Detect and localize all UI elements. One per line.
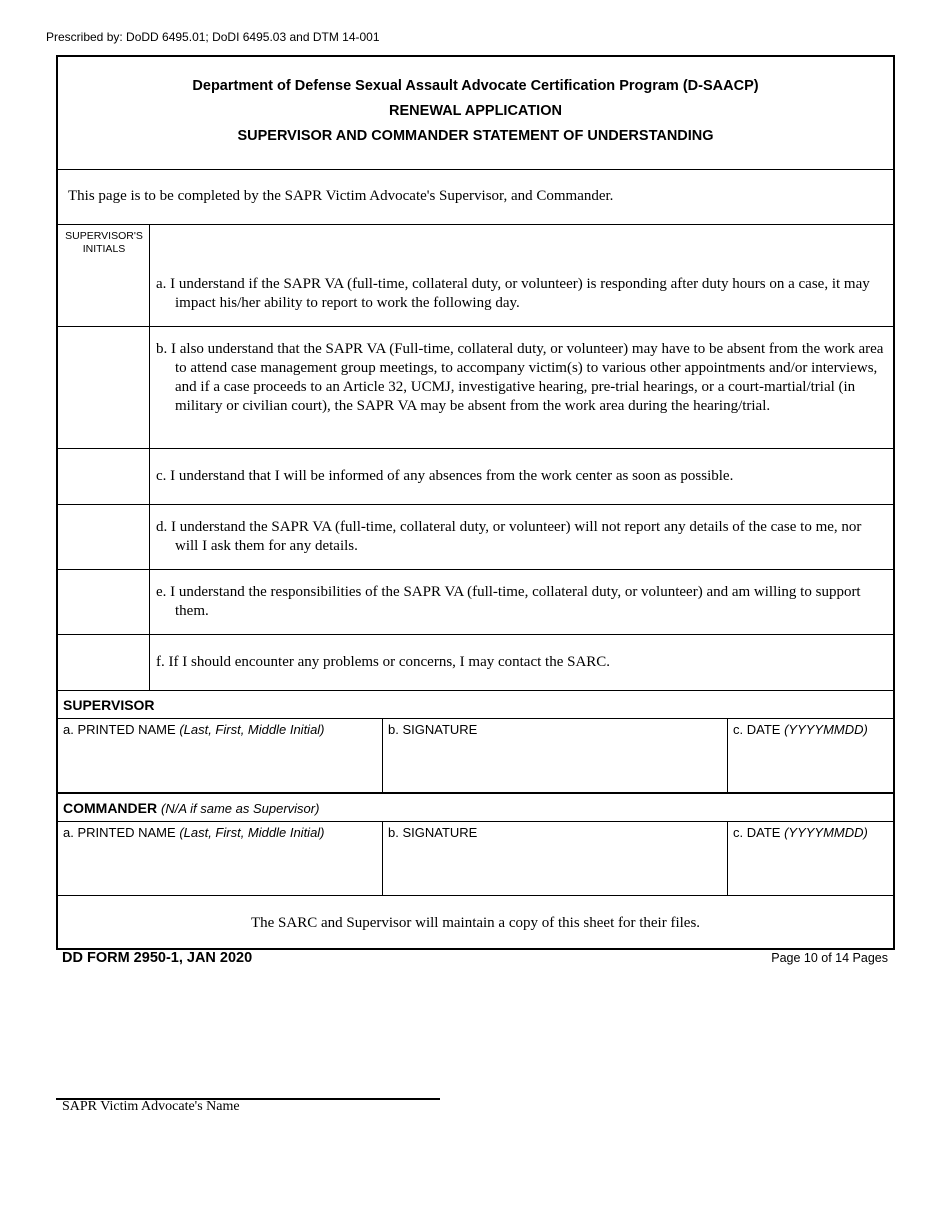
supervisor-signature-label: b. SIGNATURE	[388, 722, 478, 737]
supervisor-printed-name-field[interactable]	[58, 719, 383, 792]
intro-row	[58, 169, 893, 225]
prescribed-by: Prescribed by: DoDD 6495.01; DoDI 6495.03 and DTM 14-001	[46, 30, 380, 44]
form-header	[58, 57, 893, 170]
initials-cell-e[interactable]	[58, 570, 150, 634]
footer-note: The SARC and Supervisor will maintain a copy of this sheet for their files.	[250, 915, 701, 931]
statement-row-a	[58, 225, 893, 327]
commander-title: COMMANDER (N/A if same as Supervisor)	[63, 800, 320, 816]
statement-row-c	[58, 449, 893, 505]
statement-e: e. I understand the responsibilities of the SAPR VA (full-time, collateral duty, or volunteer) and am willing to support them.	[156, 584, 861, 619]
initials-cell-b[interactable]	[58, 327, 150, 448]
commander-printed-name-field[interactable]	[58, 822, 383, 895]
intro-text: This page is to be completed by the SAPR Victim Advocate's Supervisor, and Commander.	[68, 188, 614, 204]
form-title: Department of Defense Sexual Assault Advocate Certification Program (D-SAACP)	[192, 78, 759, 94]
page-number: Page 10 of 14 Pages	[771, 951, 888, 965]
va-name-label: SAPR Victim Advocate's Name	[62, 1099, 240, 1114]
statement-b: b. I also understand that the SAPR VA (Full-time, collateral duty, or volunteer) may have to be absent from the work area to attend case management group meetings, to accompany victim(s) to various other appointments and/or interviews, and if a case proceeds to an Article 32, UCMJ, investigative hearing, pre-trial hearings, or a court-martial/trial (in military or civilian court), the SAPR VA may be absent from the work area during the hearing/trial.	[156, 341, 884, 414]
initials-cell-c[interactable]	[58, 449, 150, 504]
supervisor-name-label: a. PRINTED NAME (Last, First, Middle Initial)	[63, 722, 325, 737]
supervisor-date-field[interactable]	[728, 719, 893, 792]
footer-note-row	[58, 895, 893, 950]
statement-a: a. I understand if the SAPR VA (full-time, collateral duty, or volunteer) is responding after duty hours on a case, it may impact his/her ability to report to work the following day.	[156, 276, 870, 311]
initials-cell-f[interactable]	[58, 635, 150, 690]
statement-d: d. I understand the SAPR VA (full-time, collateral duty, or volunteer) will not report any details of the case to me, nor will I ask them for any details.	[156, 519, 862, 554]
commander-date-field[interactable]	[728, 822, 893, 895]
commander-signature-label: b. SIGNATURE	[388, 825, 478, 840]
initials-header: SUPERVISOR'S INITIALS	[65, 230, 143, 255]
form-subtitle: RENEWAL APPLICATION	[389, 103, 562, 119]
commander-fields	[58, 822, 893, 896]
commander-name-label: a. PRINTED NAME (Last, First, Middle Initial)	[63, 825, 325, 840]
supervisor-date-label: c. DATE (YYYYMMDD)	[733, 722, 868, 737]
supervisor-signature-field[interactable]	[383, 719, 728, 792]
statement-row-b	[58, 327, 893, 449]
form-section-title: SUPERVISOR AND COMMANDER STATEMENT OF UNDERSTANDING	[237, 128, 714, 144]
form-number: DD FORM 2950-1, JAN 2020	[62, 950, 253, 966]
supervisor-fields	[58, 719, 893, 794]
statement-row-f	[58, 635, 893, 691]
statement-f: f. If I should encounter any problems or concerns, I may contact the SARC.	[156, 654, 611, 670]
form-body	[56, 55, 895, 950]
supervisor-section-title	[58, 691, 893, 719]
statement-row-e	[58, 570, 893, 635]
commander-section-title	[58, 794, 893, 822]
commander-date-label: c. DATE (YYYYMMDD)	[733, 825, 868, 840]
commander-signature-field[interactable]	[383, 822, 728, 895]
supervisor-title: SUPERVISOR	[63, 697, 155, 713]
statement-c: c. I understand that I will be informed of any absences from the work center as soon as possible.	[156, 468, 734, 484]
initials-cell-d[interactable]	[58, 505, 150, 569]
initials-cell-a[interactable]	[58, 225, 150, 326]
statement-row-d	[58, 505, 893, 570]
